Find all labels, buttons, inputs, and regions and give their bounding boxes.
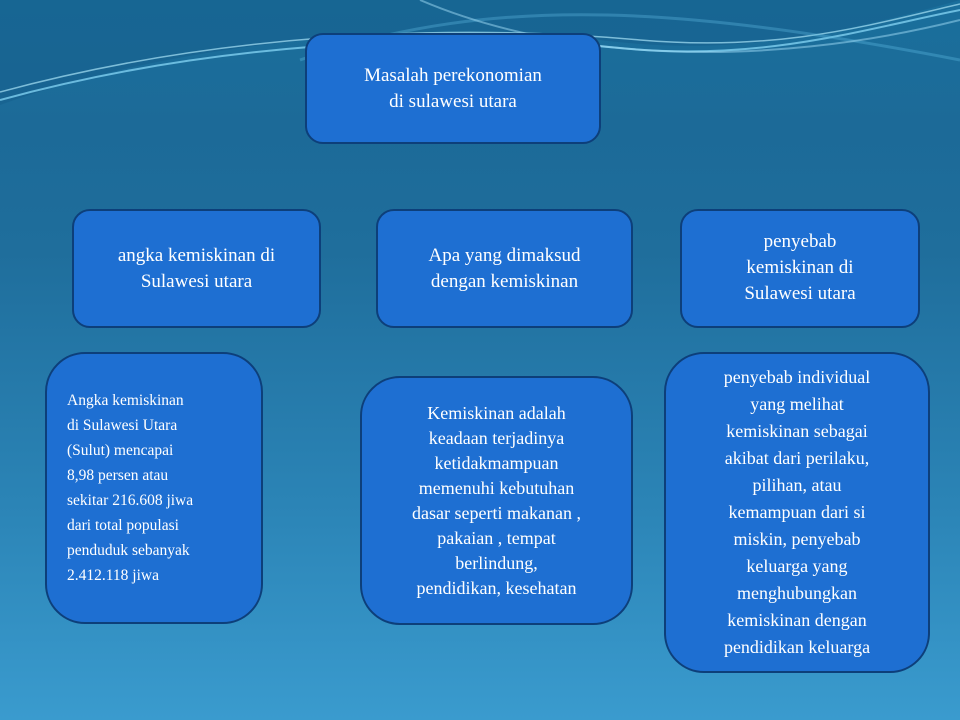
detail-line: akibat dari perilaku, xyxy=(724,448,870,468)
detail-line: dari total populasi xyxy=(67,517,179,534)
header-line: angka kemiskinan di xyxy=(117,244,276,266)
header-box-penyebab xyxy=(680,209,920,328)
detail-line: Angka kemiskinan xyxy=(67,392,184,409)
header-line: Apa yang dimaksud xyxy=(428,244,581,266)
detail-box-definisi xyxy=(360,376,633,625)
main-title-line: Masalah perekonomian xyxy=(364,64,542,86)
detail-line: di Sulawesi Utara xyxy=(67,417,178,434)
detail-line: menghubungkan xyxy=(737,583,857,603)
detail-text xyxy=(376,401,617,601)
detail-line: memenuhi kebutuhan xyxy=(418,477,575,498)
main-title xyxy=(307,63,599,115)
header-line: Sulawesi utara xyxy=(140,270,253,292)
header-text xyxy=(84,243,309,295)
detail-line: pilihan, atau xyxy=(752,475,842,495)
detail-line: penyebab individual xyxy=(723,367,871,387)
header-text xyxy=(388,243,621,295)
detail-line: miskin, penyebab xyxy=(733,529,861,549)
detail-line: keadaan terjadinya xyxy=(428,427,565,448)
header-box-definisi xyxy=(376,209,633,328)
detail-text xyxy=(680,364,914,661)
header-line: kemiskinan di xyxy=(746,257,854,278)
header-line: penyebab xyxy=(763,231,837,252)
detail-line: penduduk sebanyak xyxy=(67,542,190,559)
detail-line: ketidakmampuan xyxy=(434,452,559,473)
detail-line: pendidikan keluarga xyxy=(723,637,871,657)
detail-line: Kemiskinan adalah xyxy=(427,402,566,423)
detail-line: dasar seperti makanan , xyxy=(412,502,581,523)
detail-line: kemampuan dari si xyxy=(728,502,866,522)
detail-text xyxy=(67,388,241,588)
detail-box-penyebab xyxy=(664,352,930,673)
detail-line: yang melihat xyxy=(750,394,844,414)
header-text xyxy=(692,229,908,307)
header-line: dengan kemiskinan xyxy=(430,270,579,292)
detail-line: kemiskinan sebagai xyxy=(726,421,868,441)
detail-line: 8,98 persen atau xyxy=(67,467,169,484)
detail-line: kemiskinan dengan xyxy=(727,610,867,630)
detail-line: sekitar 216.608 jiwa xyxy=(67,492,194,509)
detail-box-angka-kemiskinan xyxy=(45,352,263,624)
header-box-angka-kemiskinan xyxy=(72,209,321,328)
main-title-line: di sulawesi utara xyxy=(389,90,517,112)
main-title-box xyxy=(305,33,601,144)
detail-line: 2.412.118 jiwa xyxy=(67,567,159,584)
detail-line: pendidikan, kesehatan xyxy=(416,577,577,598)
detail-line: berlindung, xyxy=(455,552,538,573)
detail-line: keluarga yang xyxy=(746,556,848,576)
header-line: Sulawesi utara xyxy=(744,283,856,304)
detail-line: pakaian , tempat xyxy=(437,527,556,548)
detail-line: (Sulut) mencapai xyxy=(67,442,174,459)
